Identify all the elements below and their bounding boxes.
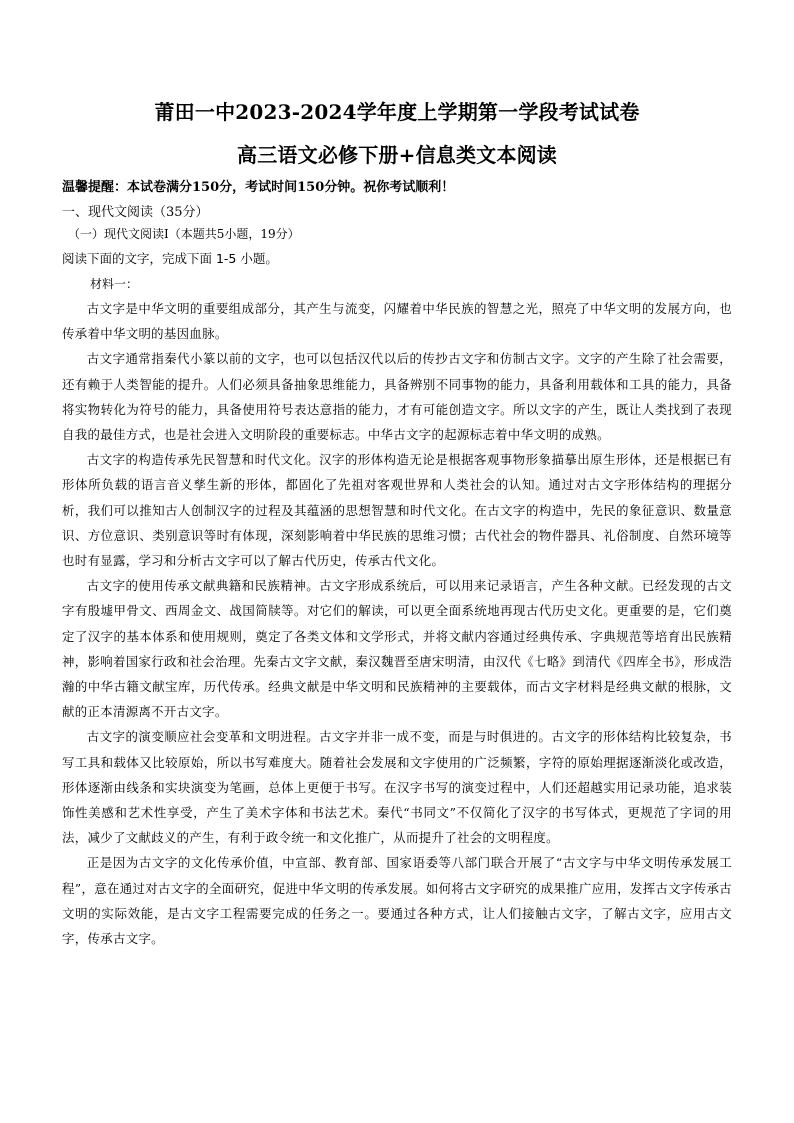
reading-instruction: 阅读下面的文字，完成下面 1-5 小题。 — [62, 251, 278, 266]
exam-subtitle: 高三语文必修下册+信息类文本阅读 — [237, 143, 557, 167]
passage-paragraph: 古文字的使用传承文献典籍和民族精神。古文字形成系统后，可以用来记录语言，产生各种文献。已经发现的古文字有殷墟甲骨文、西周金文、战国简牍等。对它们的解读，可以更全面系统地再现古代历史文化。更重要的是，它们奠定了汉字的基本体系和使用规则，奠定了各类文体和文学形式，并将文献内容通过经典传承、字典规范等培育出民族精神，影响着国家行政和社会治理。先秦古文字文献，秦汉魏晋至唐宋明清，由汉代《七略》到清代《四库全书》，形成浩瀚的中华古籍文献宝库，历代传承。经典文献是中华文明和民族精神的主要载体，而古文字材料是经典文献的根脉，文献的正本清源离不开古文字。 — [62, 578, 732, 720]
passage-paragraph: 古文字是中华文明的重要组成部分，其产生与流变，闪耀着中华民族的智慧之光，照亮了中华文明的发展方向，也传承着中华文明的基因血脉。 — [62, 301, 732, 342]
passage-paragraph: 古文字通常指秦代小篆以前的文字，也可以包括汉代以后的传抄古文字和仿制古文字。文字的产生除了社会需要，还有赖于人类智能的提升。人们必须具备抽象思维能力，具备辨别不同事物的能力，具备利用载体和工具的能力，具备将实物转化为符号的能力，具备使用符号表达意指的能力，才有可能创造文字。所以文字的产生，既让人类找到了表现自我的最佳方式，也是社会进入文明阶段的重要标志。中华古文字的起源标志着中华文明的成熟。 — [62, 351, 732, 443]
subsection-heading: （一）现代文阅读Ⅰ（本题共5小题，19分） — [68, 227, 300, 241]
passage-paragraph: 古文字的构造传承先民智慧和时代文化。汉字的形体构造无论是根据客观事物形象描摹出原生形体，还是根据已有形体所负载的语言音义孳生新的形体，都固化了先祖对客观世界和人类社会的认知。通过对古文字形体结构的理据分析，我们可以推知古人创制汉字的过程及其蕴涵的思想智慧和时代文化。在古文字的构造中，先民的象征意识、数量意识、方位意识、类别意识等时有体现，深刻影响着中华民族的思维习惯；古代社会的物件器具、礼俗制度、自然环境等也时有显露，学习和分析古文字可以了解古代历史，传承古代文化。 — [62, 452, 732, 569]
material-label: 材料一： — [90, 277, 139, 291]
exam-title: 莆田一中2023-2024学年度上学期第一学段考试试卷 — [154, 100, 640, 124]
exam-reminder: 温馨提醒：本试卷满分150分，考试时间150分钟。祝你考试顺利！ — [62, 180, 455, 195]
passage-paragraph: 古文字的演变顺应社会变革和文明进程。古文字并非一成不变，而是与时俱进的。古文字的形体结构比较复杂，书写工具和载体又比较原始，所以书写难度大。随着社会发展和文字使用的广泛频繁，字符的原始理据逐渐淡化或改造，形体逐渐由线条和实块演变为笔画，总体上更便于书写。在汉字书写的演变过程中，人们还超越实用记录功能，追求装饰性美感和艺术性享受，产生了美术字体和书法艺术。秦代“书同文”不仅简化了汉字的书写体式，更规范了字词的用法，减少了文献歧义的产生，有利于政令统一和文化推广，从而提升了社会的文明程度。 — [62, 729, 732, 846]
section-heading: 一、现代文阅读（35分） — [62, 205, 209, 220]
passage-paragraph: 正是因为古文字的文化传承价值，中宣部、教育部、国家语委等八部门联合开展了“古文字与中华文明传承发展工程”，意在通过对古文字的全面研究，促进中华文明的传承发展。如何将古文字研究的成果推广应用，发挥古文字传承古文明的实际效能，是古文字工程需要完成的任务之一。要通过各种方式，让人们接触古文字，了解古文字，应用古文字，传承古文字。 — [62, 855, 732, 947]
passage-body — [62, 296, 732, 951]
